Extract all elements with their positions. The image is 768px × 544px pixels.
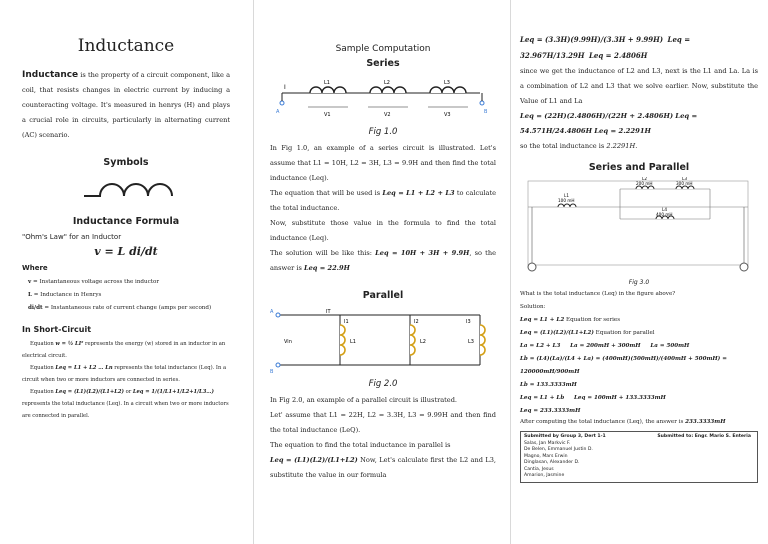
inductor-symbol (22, 174, 230, 204)
series-parallel-heading: Series and Parallel (588, 162, 690, 173)
series-paragraph-2: The equation that will be used is Leq = L1 + L2 + L3 to calculate the total inductance. (270, 189, 497, 212)
label-L2: L2 (642, 177, 647, 181)
parallel-solution-line: Leq = (3.3H)(9.99H)/(3.3H + 9.99H) Leq = 32.967H/13.29H Leq = 2.4806H (520, 35, 691, 60)
page-title: Inductance (77, 36, 175, 56)
sample-heading: Sample Computation (335, 44, 431, 54)
where-item: L = Inductance in Henrys (28, 292, 102, 298)
label-L3-value: 300 mH (676, 181, 693, 186)
solution-step: Lb = 133.3333mH (520, 382, 577, 388)
parallel-answer: so the total inductance is 2.2291H. (520, 142, 638, 150)
series-circuit-figure (270, 73, 496, 121)
series-heading: Series (366, 58, 400, 69)
parallel-paragraph-3: The equation to find the total inductance in parallel is (270, 441, 451, 449)
solution-step: Leq = (L1)(L2)/(L1+L2) Equation for parallel (520, 330, 655, 336)
formula-heading: Inductance Formula (72, 216, 180, 227)
label-L2-value: 200 mH (636, 181, 653, 186)
label-A: A (270, 309, 274, 315)
series-parallel-figure (520, 177, 756, 273)
label-V2: V2 (384, 112, 391, 118)
solution-step: Lb = (L4)(La)/(L4 + La) = (400mH)(500mH)/(400mH + 500mH) = 120000mH/900mH (520, 356, 727, 375)
label-L3: L3 (444, 80, 450, 86)
sc-paragraph-1: Equation w = ½ LI² represents the energy (w) stored in an inductor in an electrical circuit. (22, 341, 226, 359)
parallel-paragraph-2: Let' assume that L1 = 22H, L2 = 3.3H, L3 = 9.99H and then find the total inductance (LeQ). (270, 411, 496, 434)
series-paragraph-1: In Fig 1.0, an example of a series circuit is illustrated. Let's assume that L1 = 10H, L2 = 3H, L3 = 9.9H and then find the total inductance (Leq). (270, 144, 496, 182)
member: Magno, Mars Erwin (524, 453, 568, 459)
label-I1: I1 (344, 319, 349, 325)
where-item: di/dt = Instantaneous rate of current change (amps per second) (28, 305, 212, 311)
sc-paragraph-2: Equation Leq = L1 + L2 … Ln represents the total inductance (Leq). In a circuit when two or more inductors are connected in series. (22, 365, 227, 383)
column-divider (253, 0, 254, 544)
parallel-circuit-figure (270, 307, 496, 373)
member: Salas, Jan Markvic F. (524, 440, 571, 446)
label-L3: L3 (682, 177, 687, 181)
column-2 (256, 0, 512, 544)
label-IT: IT (326, 309, 331, 315)
label-L1: L1 (564, 193, 569, 198)
submitted-by: Submitted by Group 3, Dert 1-1 (524, 434, 606, 439)
label-I: I (284, 84, 286, 91)
member: Dinglasan, Alexander D. (524, 460, 580, 465)
symbols-heading: Symbols (103, 157, 149, 168)
parallel-solution-text: since we get the inductance of L2 and L3, next is the L1 and La. La is a combination of L2 and L3 that we solve earlier. Now, substitute the Value of L1 and La (520, 67, 758, 105)
where-list (22, 276, 230, 315)
label-B: B (270, 369, 274, 373)
short-circuit-heading: In Short-Circuit (22, 325, 92, 334)
ohms-law-label: "Ohm's Law" for an Inductor (22, 233, 122, 241)
fig3-caption: Fig 3.0 (628, 279, 650, 286)
label-A: A (276, 109, 280, 115)
member: Cantia, Jesus (524, 466, 554, 472)
submitted-to: Submitted to: Engr. Mario S. Enteria (657, 434, 751, 439)
where-item: v = Instantaneous voltage across the inductor (28, 279, 160, 285)
main-formula: v = L di/dt (94, 245, 158, 258)
label-L3: L3 (468, 339, 474, 345)
label-V1: V1 (324, 112, 331, 118)
fig1-caption: Fig 1.0 (368, 127, 398, 137)
label-Vin: Vin (284, 339, 292, 345)
solution-step: Leq = L1 + L2 Equation for series (520, 317, 621, 323)
parallel-final-line: Leq = (22H)(2.4806H)/(22H + 2.4806H) Leq = 54.571H/24.4806H Leq = 2.2291H (520, 112, 698, 135)
label-V3: V3 (444, 112, 451, 118)
label-I3: I3 (466, 319, 471, 325)
column-3 (512, 0, 768, 544)
final-answer: After computing the total inductance (Leq), the answer is 233.3333mH (520, 419, 726, 425)
series-paragraph-3: Now, substitute those value in the formula to find the total inductance (Leq). (270, 219, 496, 242)
parallel-heading: Parallel (362, 290, 404, 301)
question: What is the total inductance (Leq) in the figure above? (520, 291, 676, 297)
solution-step: La = L2 + L3 La = 200mH + 300mH La = 500mH (520, 343, 690, 349)
solution-step: Leq = L1 + Lb Leq = 100mH + 133.3333mH (520, 395, 666, 401)
label-L4-value: 400 mH (656, 212, 673, 217)
intro-paragraph: Inductance is the property of a circuit component, like a coil, that resists changes in electric current by inducing a counteracting voltage. It's measured in henrys (H) and plays a crucial role in circuits, particularly in alternating current (AC) scenario. (22, 70, 230, 139)
parallel-paragraph-1: In Fig 2.0, an example of a parallel circuit is illustrated. (270, 396, 458, 404)
sc-paragraph-3: Equation Leq = (L1)(L2)/(L1+L2) or Leq = 1/(1/L1+1/L2+1/L3…) represents the total inductance (Leq). In a circuit when two or more inductors are connected in parallel. (22, 389, 229, 419)
label-L1: L1 (324, 80, 330, 86)
member: Amarion, Jasmine (524, 473, 565, 478)
fig2-caption: Fig 2.0 (368, 379, 398, 389)
member: De Belen, Emmanuel Justin D. (524, 447, 593, 452)
label-L4: L4 (662, 207, 667, 212)
column-1 (0, 0, 252, 544)
label-L2: L2 (384, 80, 390, 86)
label-L1: L1 (350, 339, 356, 345)
label-I2: I2 (414, 319, 419, 325)
parallel-paragraph-4: Leq = (L1)(L2)/(L1+L2) Now, Let's calculate first the L2 and L3, substitute the value in our formula (270, 456, 496, 479)
series-paragraph-4: The solution will be like this: Leq = 10H + 3H + 9.9H, so the answer is Leq = 22.9H (270, 249, 496, 272)
label-L1-value: 100 mH (558, 198, 575, 203)
solution-label: Solution: (520, 304, 546, 310)
label-L2: L2 (420, 339, 426, 345)
label-B: B (484, 109, 488, 115)
submission-box (520, 431, 758, 483)
where-label: Where (22, 264, 48, 272)
solution-step: Leq = 233.3333mH (520, 408, 581, 414)
